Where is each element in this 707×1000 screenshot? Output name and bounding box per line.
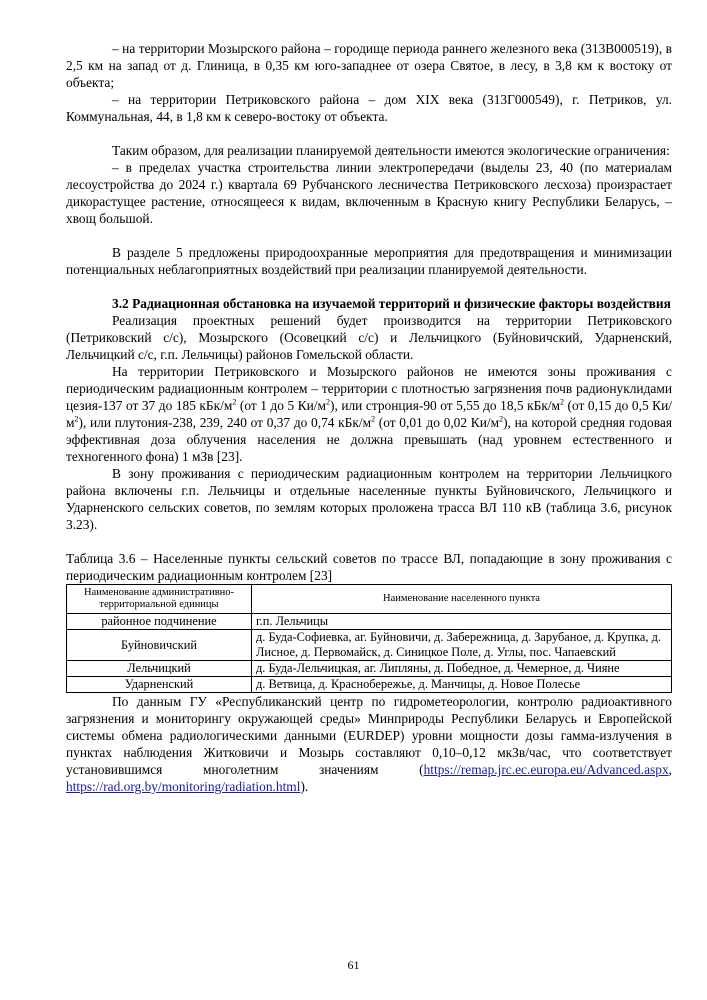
remap-link[interactable]: https://remap.jrc.ec.europa.eu/Advanced.aspx [423,762,669,777]
table-cell-admin-unit: Буйновичский [67,630,252,661]
paragraph-dose-rate: По данным ГУ «Республиканский центр по гидрометеорологии, контролю радиоактивного загрязнения и мониторингу окружающей среды» Минприроды Республики Беларусь и Европейской системы обмена радиологическими данными (EURDEP) уровни мощности дозы гамма-излучения в пунктах наблюдения Житковичи и Мозырь составляют 0,10–0,12 мкЗв/час, что соответствует установившимся многолетним значениям (https://remap.jrc.ec.europa.eu/Advanced.aspx, https://rad.org.by/monitoring/radiation.html). [66,694,672,794]
table-cell-settlements: д. Буда-Лельчицкая, аг. Липляны, д. Победное, д. Чемерное, д. Чияне [252,661,672,677]
rad-org-link[interactable]: https://rad.org.by/monitoring/radiation.html [66,779,301,794]
paragraph-red-book-plant: – в пределах участка строительства линии электропередачи (выделы 23, 40 (по материалам лесоустройства до 2024 г.) квартала 69 Рубчанского лесничества Петриковского лесхоза) произрастает дикорастущее растение, относящееся к видам, включенным в Красную книгу Республики Беларусь, – хвощ большой. [66,160,672,226]
paragraph-mozyr-heritage: – на территории Мозырского района – городище периода раннего железного века (313В000519), в 2,5 км на запад от д. Глиница, в 0,35 км юго-западнее от озера Святое, в лесу, в 3,8 км к востоку от объекта; [66,41,672,90]
paragraph-project-territory: Реализация проектных решений будет производится на территории Петриковского (Петриковский с/с), Мозырского (Осовецкий с/с) и Лельчицкого (Буйновичский, Ударненский, Лельчицкий с/с, г.п. Лельчицы) районов Гомельской области. [66,313,672,362]
paragraph-petrikov-heritage: – на территории Петриковского района – дом XIX века (313Г000549), г. Петриков, ул. Коммунальная, 44, в 1,8 км к северо-востоку от объекта. [66,92,672,124]
table-row [67,630,672,661]
table-header-admin-unit: Наименование административно-территориальной единицы [67,585,252,614]
table-header-row [67,585,672,614]
table-cell-admin-unit: Ударненский [67,677,252,693]
table-row [67,677,672,693]
table-cell-settlements: г.п. Лельчицы [252,614,672,630]
section-heading: 3.2 Радиационная обстановка на изучаемой территорий и физические факторы воздействия [112,296,671,311]
table-cell-settlements: д. Буда-Софиевка, аг. Буйновичи, д. Забережница, д. Зарубаное, д. Крупка, д. Лисное, д. Первомайск, д. Синицкое Поле, д. Углы, пос. Чапаевский [252,630,672,661]
table-cell-admin-unit: районное подчинение [67,614,252,630]
paragraph-ecological-limits: Таким образом, для реализации планируемой деятельности имеются экологические ограничения: [112,143,670,158]
table-caption: Таблица 3.6 – Населенные пункты сельский советов по трассе ВЛ, попадающие в зону проживания с периодическим радиационным контролем [23] [66,551,672,583]
paragraph-section5-reference: В разделе 5 предложены природоохранные мероприятия для предотвращения и минимизации потенциальных неблагоприятных воздействий при реализации планируемой деятельности. [66,245,672,277]
table-cell-settlements: д. Ветвица, д. Краснобережье, д. Манчицы, д. Новое Полесье [252,677,672,693]
table-header-settlement: Наименование населенного пункта [252,585,672,614]
paragraph-contamination-zones: На территории Петриковского и Мозырского районов не имеются зоны проживания с периодическим радиационным контролем – территории с плотностью загрязнения почв радионуклидами цезия-137 от 37 до 185 кБк/$м^2$ (от 1 до 5 $Ки/м^2$), или стронция-90 от 5,55 до 18,5 кБк/$м^2$ (от 0,15 до 0,5 $Ки/м^2$), или плутония-238, 239, 240 от 0,37 до 0,74 кБк/$м^2$ (от 0,01 до 0,02 $Ки/м^2$), на которой средняя годовая эффективная доза облучения населения не должна превышать (над уровнем естественного и техногенного фона) 1 мЗв [23]. [66,364,672,464]
table-row [67,614,672,630]
page-number: 61 [347,958,360,972]
settlements-table [66,584,672,693]
document-page [66,40,672,795]
paragraph-lelchitsy-zone: В зону проживания с периодическим радиационным контролем на территории Лельчицкого района включены г.п. Лельчицы и отдельные населенные пункты Буйновичского, Лельчицкого и Ударненского сельских советов, по землям которых проложена трасса ВЛ 110 кВ (таблица 3.6, рисунок 3.23). [66,466,672,532]
table-row [67,661,672,677]
table-cell-admin-unit: Лельчицкий [67,661,252,677]
